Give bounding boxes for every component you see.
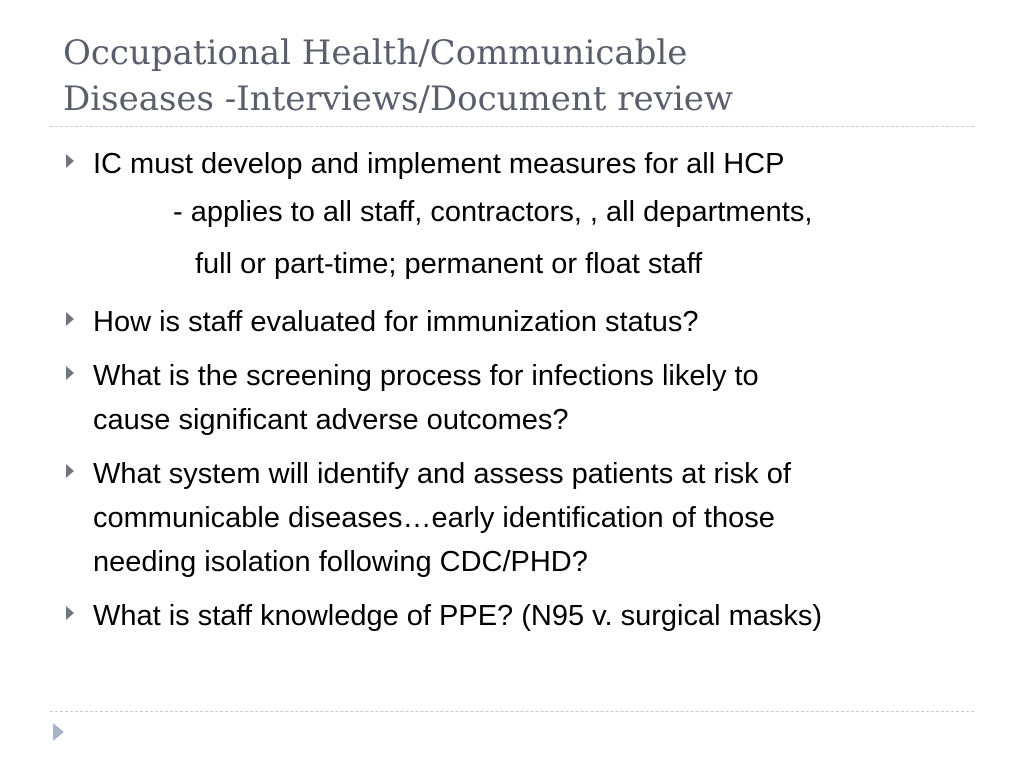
title-line-1: Occupational Health/Communicable (63, 33, 688, 73)
slide-body (60, 142, 980, 648)
triangle-bullet-icon (66, 154, 74, 168)
bullet-3-line-2: cause significant adverse outcomes? (93, 404, 569, 436)
bullet-5-line-1: What is staff knowledge of PPE? (N95 v. surgical masks) (93, 600, 823, 632)
bullet-4-line-2: communicable diseases…early identification of those (93, 502, 775, 534)
bullet-item-2 (60, 300, 980, 344)
triangle-bullet-icon (66, 312, 74, 326)
footer-divider (50, 711, 974, 712)
bullet-4-line-3: needing isolation following CDC/PHD? (93, 546, 588, 578)
bullet-1-line-1: IC must develop and implement measures for all HCP (93, 148, 785, 180)
bullet-item-3 (60, 354, 980, 442)
triangle-bullet-icon (66, 366, 74, 380)
bullet-item-5 (60, 594, 980, 638)
triangle-bullet-icon (66, 606, 74, 620)
bullet-3-line-1: What is the screening process for infections likely to (93, 360, 759, 392)
triangle-bullet-icon (66, 464, 74, 478)
bullet-item-1 (60, 142, 980, 290)
bullet-1-line-3: full or part-time; permanent or float staff (195, 248, 703, 280)
bullet-4-line-1: What system will identify and assess patients at risk of (93, 458, 791, 490)
bullet-2-line-1: How is staff evaluated for immunization status? (93, 306, 699, 338)
title-divider (50, 126, 974, 127)
title-line-2: Diseases -Interviews/Document review (63, 79, 733, 119)
bullet-1-line-2: - applies to all staff, contractors, , all departments, (173, 196, 813, 228)
slide-title (63, 30, 993, 122)
bullet-item-4 (60, 452, 980, 584)
play-arrow-icon[interactable] (53, 723, 64, 741)
